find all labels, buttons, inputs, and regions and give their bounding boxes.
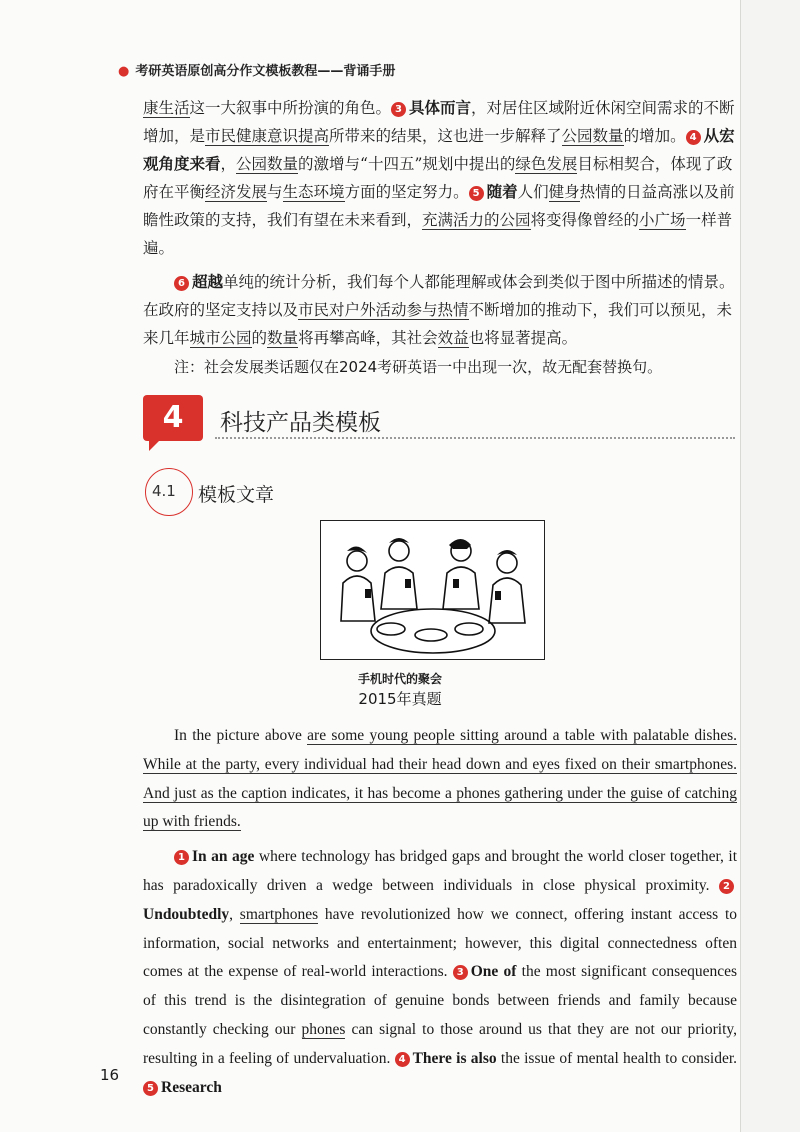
section-title: 科技产品类模板 <box>220 410 381 436</box>
bold-phrase: Research <box>161 1078 222 1096</box>
bold-phrase: 超越 <box>192 272 224 291</box>
text: 将再攀高峰，其社会 <box>298 329 438 347</box>
text: 的增加。 <box>623 127 686 145</box>
phone-icon <box>495 591 501 600</box>
underlined-phrase: smartphones <box>239 905 319 923</box>
table-outline <box>371 609 495 653</box>
dish <box>415 629 447 641</box>
underlined-phrase: 数量 <box>267 329 299 347</box>
underlined-phrase: 效益 <box>437 329 469 347</box>
english-text-block <box>143 722 737 1102</box>
bold-phrase: There is also <box>412 1049 497 1067</box>
text: ， <box>220 155 237 173</box>
underlined-phrase: 小广场 <box>639 211 686 229</box>
note-text: 注：社会发展类话题仅在2024考研英语一中出现一次，故无配套替换句。 <box>174 358 663 376</box>
bold-phrase: 随着 <box>486 182 518 201</box>
people-at-table-drawing <box>321 521 543 658</box>
paragraph <box>143 722 737 837</box>
figure-source: 2015年真题 <box>358 690 442 708</box>
chinese-text-block <box>143 94 735 352</box>
section-number-badge: 4 <box>143 395 203 441</box>
running-header <box>118 60 395 79</box>
sentence-number-badge: 1 <box>174 850 189 865</box>
text: 也将显著提高。 <box>468 329 578 347</box>
underlined-phrase: 康生活 <box>143 99 190 117</box>
phone-icon <box>405 579 411 588</box>
underlined-phrase: 城市公园 <box>189 329 252 347</box>
sentence-number-badge: 4 <box>686 130 701 145</box>
subsection-title: 模板文章 <box>198 484 275 506</box>
text: 目标相契合，体现了政府在平衡 <box>143 155 733 201</box>
text: 所带来的结果，这也进一步解释了 <box>329 127 562 145</box>
text: In the picture above <box>174 727 308 744</box>
paragraph <box>143 268 735 352</box>
page-number: 16 <box>100 1066 120 1084</box>
bold-phrase: One of <box>470 963 517 981</box>
underlined-phrase: 生态环境 <box>282 183 345 201</box>
sentence-number-badge: 6 <box>174 276 189 291</box>
person-head <box>347 551 367 571</box>
sentence-number-badge: 2 <box>719 879 734 894</box>
bold-phrase: 具体而言 <box>409 98 472 117</box>
section-divider <box>215 437 735 439</box>
text: 的激增与“十四五”规划中提出的 <box>298 155 516 173</box>
phone-icon <box>453 579 459 588</box>
cartoon-illustration <box>320 520 545 660</box>
paragraph <box>143 843 737 1102</box>
text: 一样普遍。 <box>143 211 733 257</box>
underlined-phrase: are some young people sitting around a table with palatable dishes. While at the party, every individual had their head down and eyes fixed on their smartphones. And just as the caption indicates, it has become a phones gathering under the guise of catching up with friends. <box>143 727 737 831</box>
text: , <box>229 905 240 923</box>
figure-caption: 手机时代的聚会 <box>357 672 442 686</box>
subsection-number: 4.1 <box>152 482 176 500</box>
paragraph <box>143 94 735 262</box>
underlined-phrase: 充满活力的公园 <box>422 211 531 229</box>
person-head <box>497 553 517 573</box>
underlined-phrase: 绿色发展 <box>515 155 578 173</box>
underlined-phrase: phones <box>301 1020 346 1038</box>
person-body <box>489 578 525 623</box>
sentence-number-badge: 3 <box>453 965 468 980</box>
text: 热情的日益高涨以及前瞻性政策的支持，我们有望在未来看到， <box>143 183 735 229</box>
text: have revolutionized how we connect, offering instant access to information, social networks and entertainment; however, this digital connectedness often comes at the expense of real-world interactions. <box>143 905 738 981</box>
text: 这一大叙事中所扮演的角色。 <box>189 99 392 117</box>
underlined-phrase: 健身 <box>548 183 580 201</box>
person-body <box>381 567 417 609</box>
sentence-number-badge: 5 <box>469 186 484 201</box>
underlined-phrase: 经济发展 <box>205 183 268 201</box>
person-body <box>341 576 375 621</box>
text: ，对居住区域附近休闲空间需求的不断增加，是 <box>143 99 735 145</box>
text: 方面的坚定努力。 <box>344 183 469 201</box>
text: can signal to those around us that they are not our priority, resulting in a feeling of undervaluation. <box>143 1020 737 1067</box>
dish <box>455 623 483 635</box>
underlined-phrase: 公园数量 <box>561 127 624 145</box>
sentence-number-badge: 3 <box>391 102 406 117</box>
sentence-number-badge: 4 <box>395 1052 410 1067</box>
dish <box>377 623 405 635</box>
sentence-number-badge: 5 <box>143 1081 158 1096</box>
bullet-icon: ● <box>118 64 130 79</box>
underlined-phrase: 市民对户外活动参与热情 <box>298 301 469 319</box>
text: the most significant consequences of this trend is the disintegration of genuine bonds between friends and family because constantly checking our <box>143 963 737 1038</box>
text: the issue of mental health to consider. <box>496 1049 738 1067</box>
underlined-phrase: 公园数量 <box>236 155 299 173</box>
person-body <box>443 567 479 609</box>
text: 与 <box>267 183 283 201</box>
text: 人们 <box>517 183 549 201</box>
text: 将变得像曾经的 <box>530 211 640 229</box>
underlined-phrase: 市民健康意识提高 <box>205 127 330 145</box>
text: 的 <box>251 329 268 347</box>
text: 单纯的统计分析，我们每个人都能理解或体会到类似于图中所描述的情景。在政府的坚定支持以及 <box>143 273 735 319</box>
header-title: 考研英语原创高分作文模板教程——背诵手册 <box>135 64 396 79</box>
phone-icon <box>365 589 371 598</box>
person-head <box>389 541 409 561</box>
text: where technology has bridged gaps and brought the world closer together, it has paradoxically driven a wedge between individuals in close physical proximity. <box>143 848 738 894</box>
bold-phrase: Undoubtedly <box>143 905 230 923</box>
bold-phrase: In an age <box>192 848 255 866</box>
bold-phrase: 从宏观角度来看 <box>143 126 735 173</box>
text: 不断增加的推动下，我们可以预见，未来几年 <box>143 301 733 347</box>
subsection-number-badge <box>145 468 193 516</box>
